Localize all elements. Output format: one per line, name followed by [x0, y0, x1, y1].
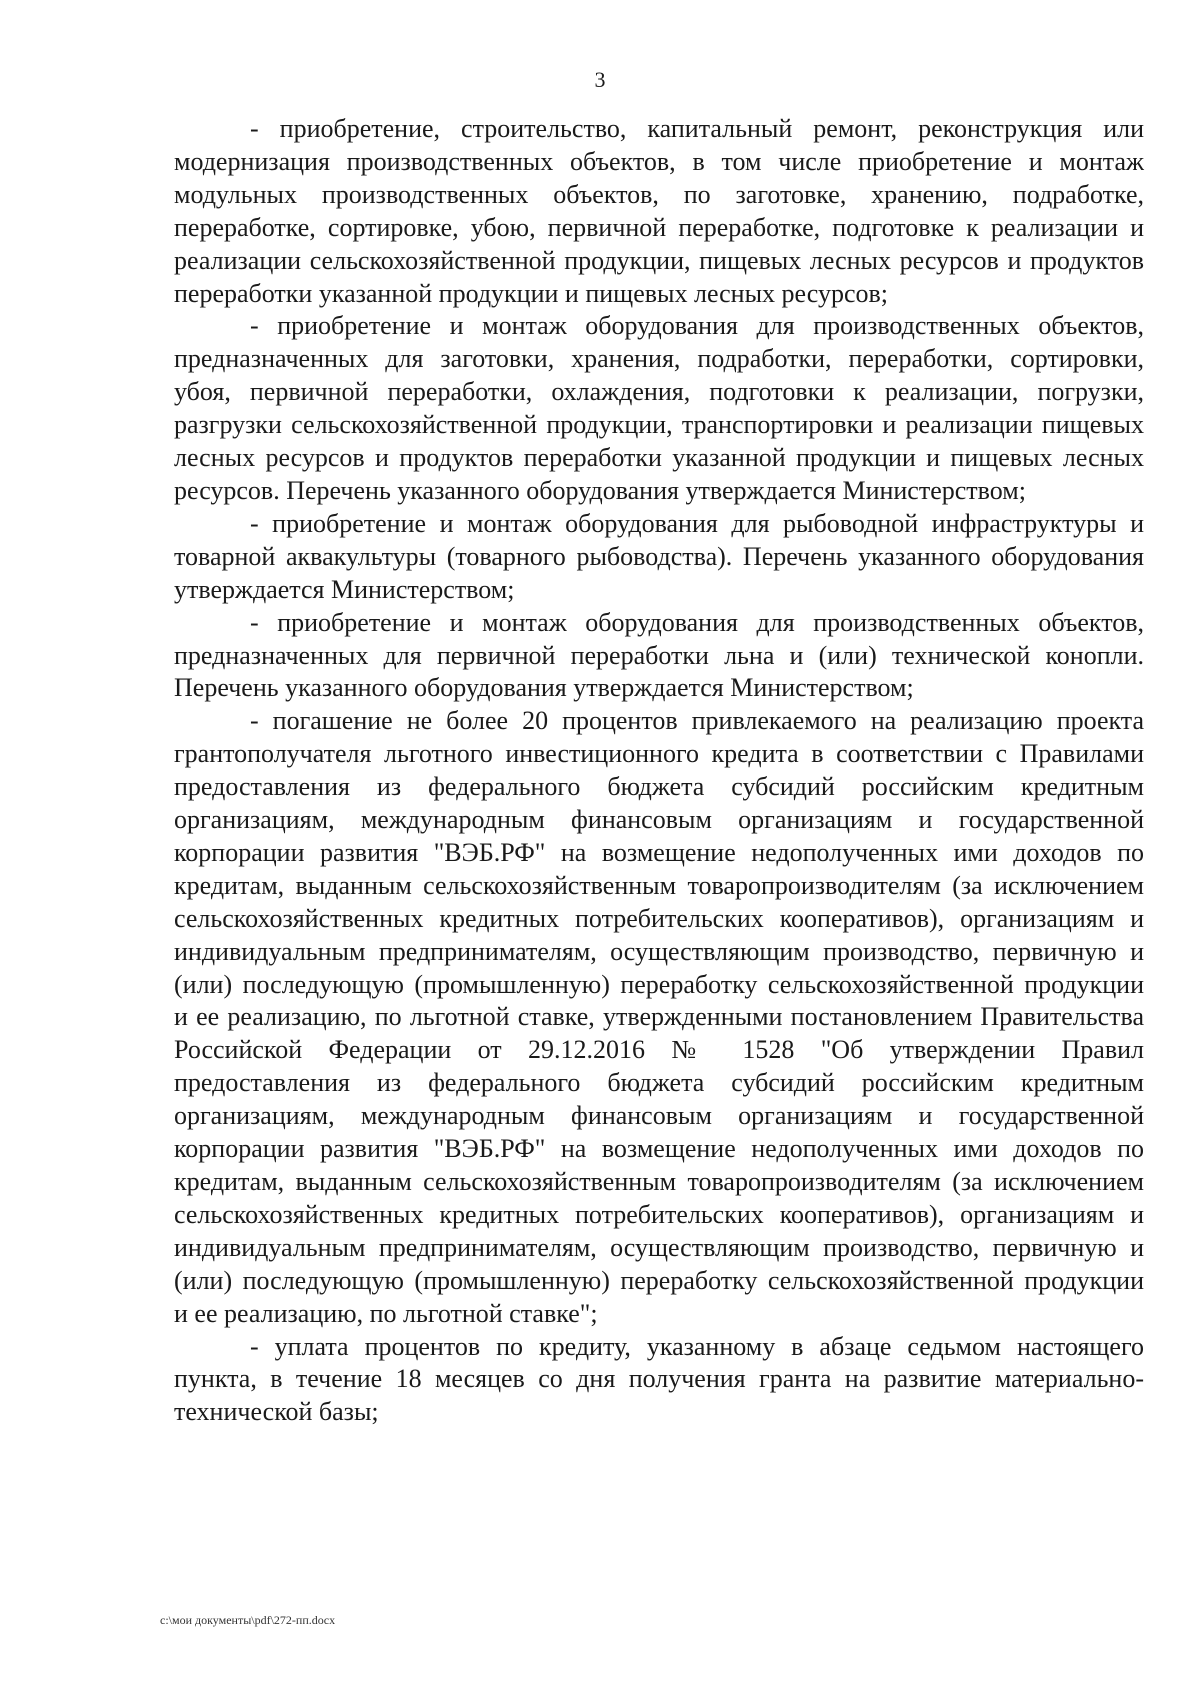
paragraph-acquisition-construction: - приобретение, строительство, капитальный ремонт, реконструкция или модернизация производственных объектов, в том числе приобретение и монтаж модульных производственных объектов, по заготовке, хранению, подработке, переработке, сортировке, убою, первичной переработке, подготовке к реализации и реализации сельскохозяйственной продукции, пищевых лесных ресурсов и продуктов переработки указанной продукции и пищевых лесных ресурсов;	[174, 114, 1144, 308]
page-number: 3	[594, 67, 606, 92]
paragraph-equipment-aquaculture: - приобретение и монтаж оборудования для рыбоводной инфраструктуры и товарной аквакультуры (товарного рыбоводства). Перечень указанного оборудования утверждается Министерством;	[174, 508, 1144, 604]
paragraph-equipment-flax-hemp: - приобретение и монтаж оборудования для производственных объектов, предназначенных для первичной переработки льна и (или) технической конопли. Перечень указанного оборудования утверждается Министерством;	[174, 607, 1144, 703]
footer-file-path: c:\мои документы\pdf\272-пп.docx	[160, 1613, 336, 1627]
paragraph-interest-payment: - уплата процентов по кредиту, указанному в абзаце седьмом настоящего пункта, в течение 18 месяцев со дня получения гранта на развитие материально-технической базы;	[174, 1331, 1144, 1427]
paragraph-equipment-production: - приобретение и монтаж оборудования для производственных объектов, предназначенных для заготовки, хранения, подработки, переработки, сортировки, убоя, первичной переработки, охлаждения, подготовки к реализации, погрузки, разгрузки сельскохозяйственной продукции, транспортировки и реализации пищевых лесных ресурсов и продуктов переработки указанной продукции и пищевых лесных ресурсов. Перечень указанного оборудования утверждается Министерством;	[174, 311, 1144, 505]
paragraph-loan-repayment: - погашение не более 20 процентов привлекаемого на реализацию проекта грантополучателя льготного инвестиционного кредита в соответствии с Правилами предоставления из федерального бюджета субсидий российским кредитным организациям, международным финансовым организациям и государственной корпорации развития "ВЭБ.РФ" на возмещение недополученных ими доходов по кредитам, выданным сельскохозяйственным товаропроизводителям (за исключением сельскохозяйственных кредитных потребительских кооперативов), организациям и индивидуальным предпринимателям, осуществляющим производство, первичную и (или) последующую (промышленную) переработку сельскохозяйственной продукции и ее реализацию, по льготной ставке, утвержденными постановлением Правительства Российской Федерации от 29.12.2016 № 1528 "Об утверждении Правил предоставления из федерального бюджета субсидий российским кредитным организациям, международным финансовым организациям и государственной корпорации развития "ВЭБ.РФ" на возмещение недополученных ими доходов по кредитам, выданным сельскохозяйственным товаропроизводителям (за исключением сельскохозяйственных кредитных потребительских кооперативов), организациям и индивидуальным предпринимателям, осуществляющим производство, первичную и (или) последующую (промышленную) переработку сельскохозяйственной продукции и ее реализацию, по льготной ставке";	[174, 706, 1144, 1328]
document-body	[174, 113, 1144, 1429]
